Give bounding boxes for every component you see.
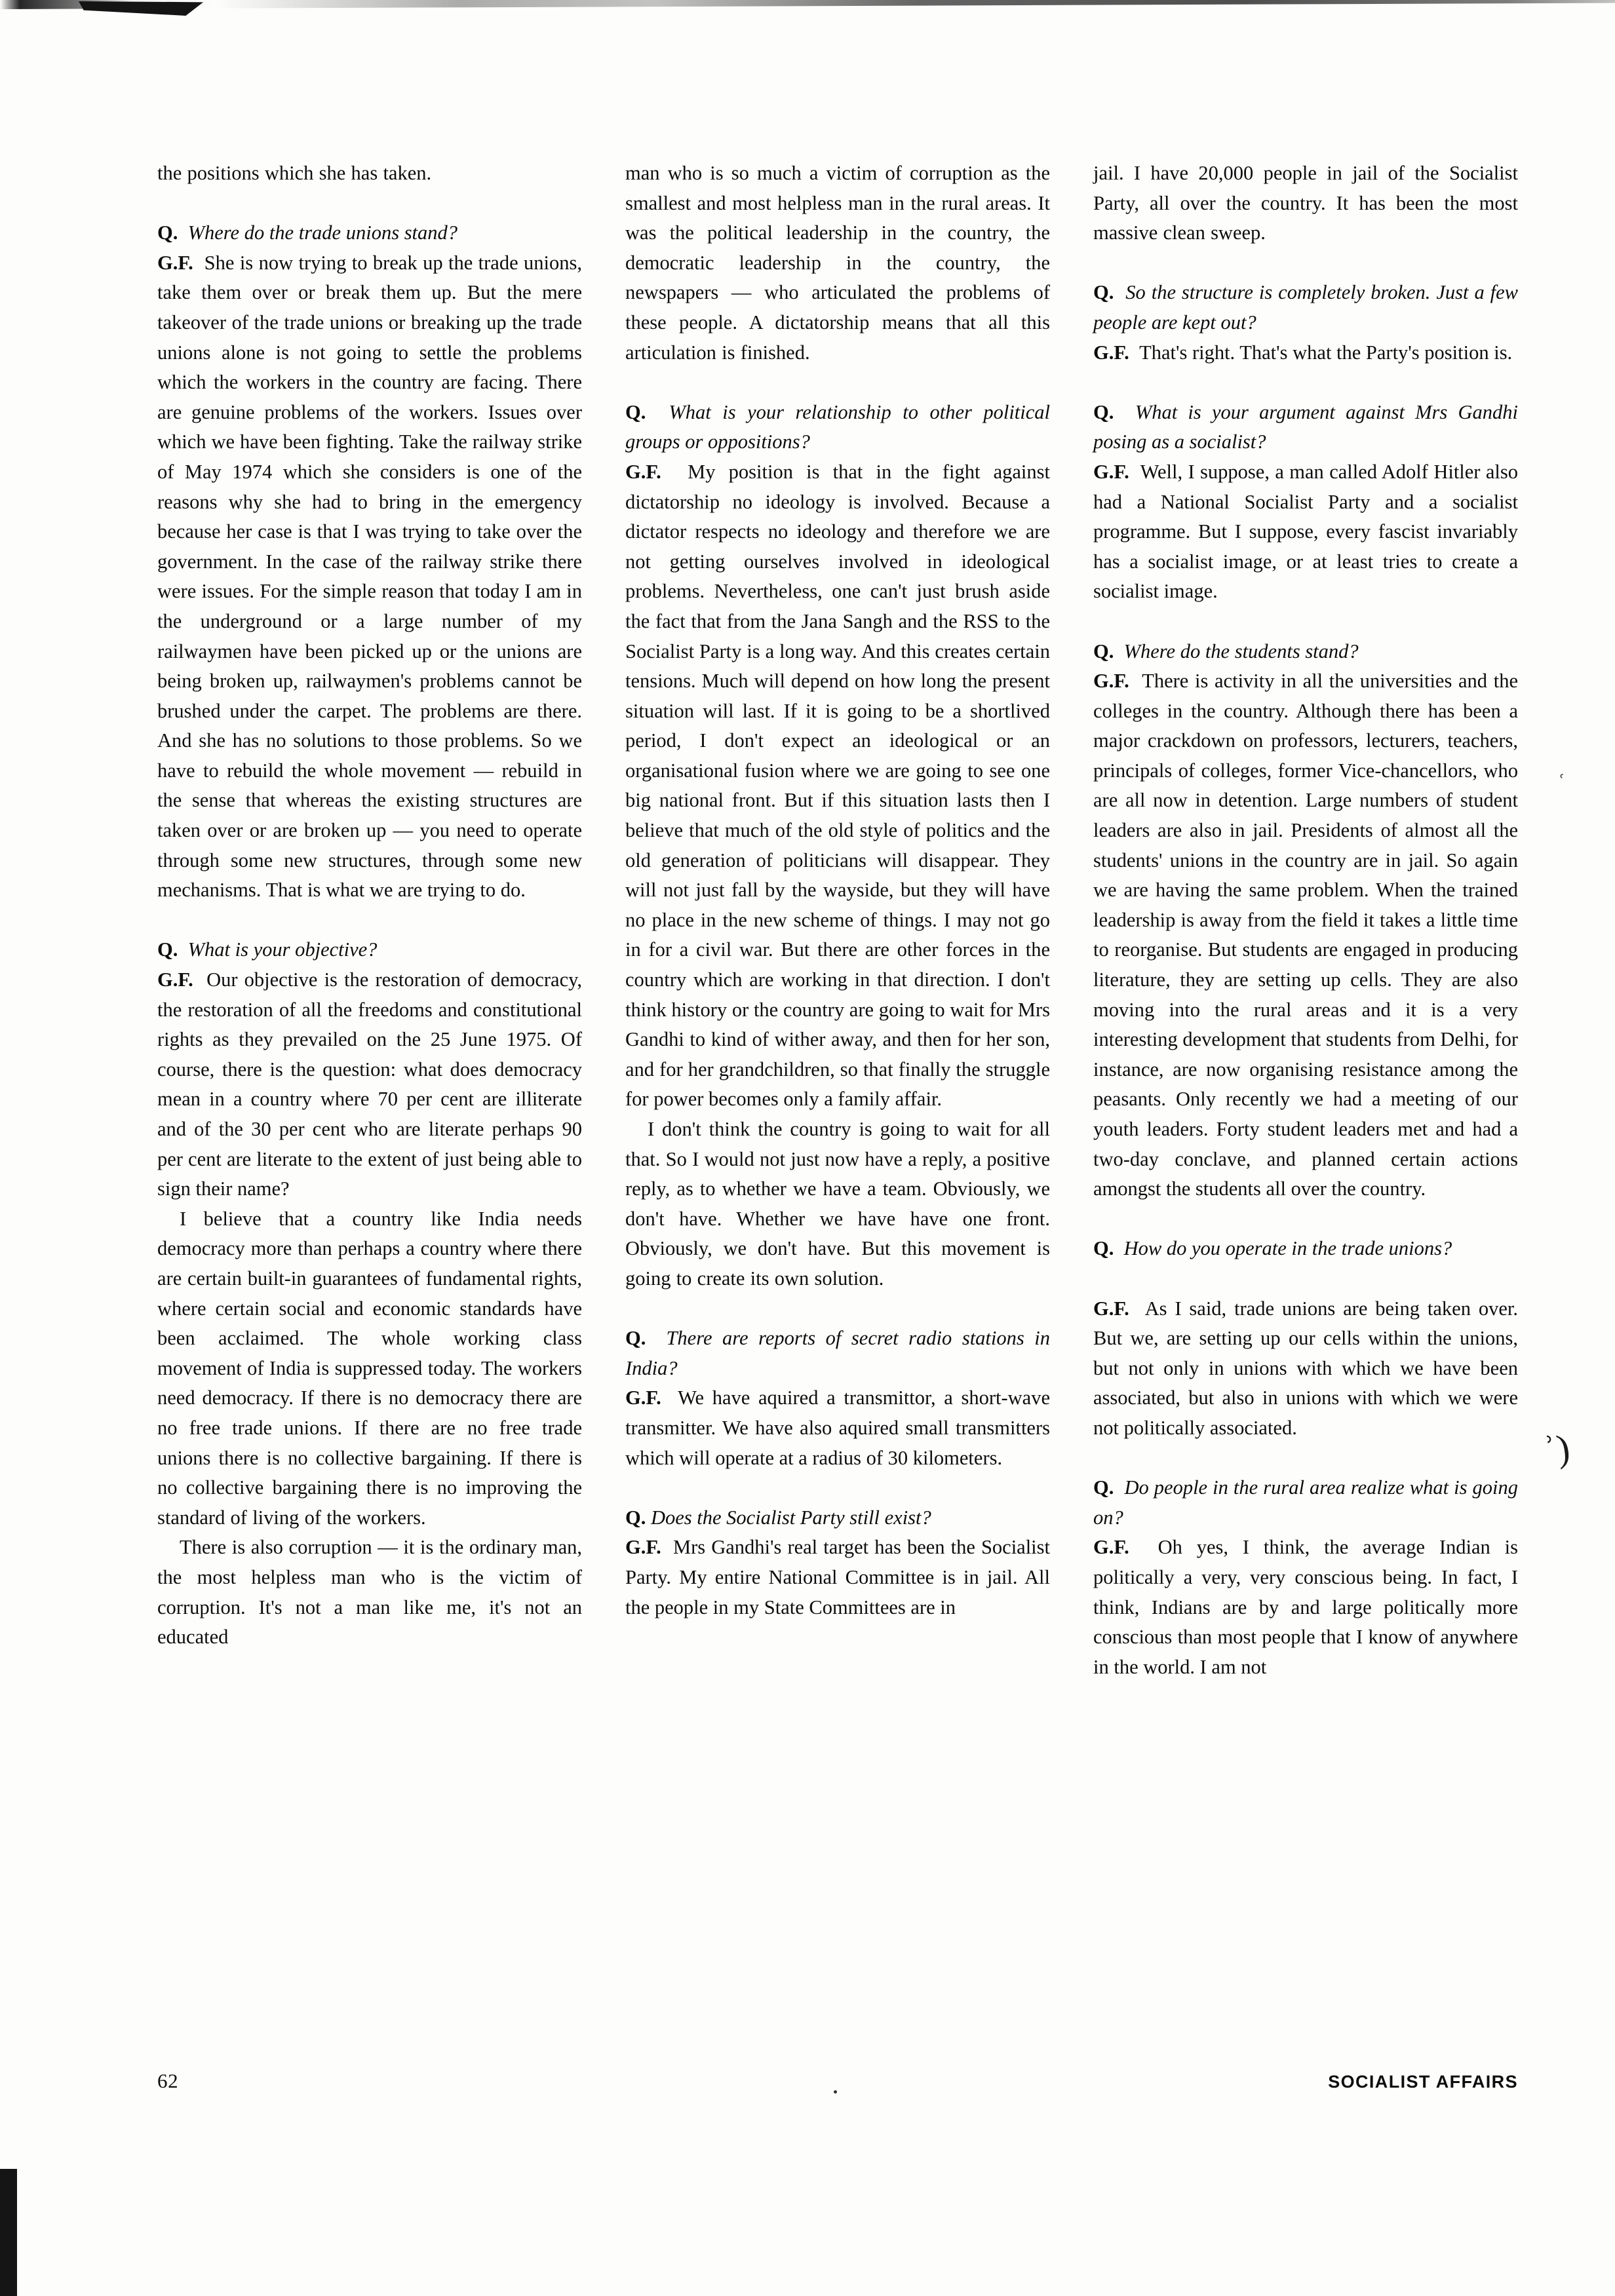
question-block — [1093, 1234, 1518, 1264]
paragraph: I believe that a country like India needs democracy more than perhaps a country where there are certain built-in guarantees of fundamental rights, where certain social and economic standards have been acclaimed. The whole working class movement of India is suppressed today. The workers need democracy. If there is no democracy there are no free trade unions. If there are no free trade unions there is no collective bargaining. If there is no collective bargaining there is no improving the standard of living of the workers. — [157, 1207, 582, 1529]
answer-text: Our objective is the restoration of democracy, the restoration of all the freedoms and constitutional rights as they prevailed on the 25 June 1975. Of course, there is the question: what does democracy mean in a country where 70 per cent are illiterate and of the 30 per cent who are literate perhaps 90 per cent are literate to the extent of just being able to sign their name? — [157, 968, 582, 1200]
answer-label: G.F. — [1093, 1297, 1129, 1320]
answer-text: There is activity in all the universities and the colleges in the country. Although there has been a major crackdown on professors, lecturers, teachers, principals of colleges, former Vice-chancellors, who are all now in detention. Large numbers of student leaders are also in jail. Presidents of almost all the students' unions in the country are in jail. So again we are having the same problem. When the trained leadership is away from the field it takes a little time to reorganise. But students are engaged in producing literature, they are setting up cells. They are also moving into the rural areas and it is a very interesting development that students from Delhi, for instance, are now organising resistance among the peasants. Only recently we had a meeting of our youth leaders. Forty student leaders met and had a two-day conclave, and planned certain actions amongst the students all over the country. — [1093, 670, 1518, 1200]
question-text: So the structure is completely broken. Just a few people are kept out? — [1093, 281, 1519, 334]
block-spacer — [1093, 1204, 1518, 1234]
running-head: SOCIALIST AFFAIRS — [1328, 2072, 1518, 2092]
question-block — [625, 1503, 1050, 1533]
answer-label: G.F. — [625, 460, 661, 483]
answer-label: G.F. — [1093, 341, 1129, 364]
answer-text: My position is that in the fight against dictatorship no ideology is involved. Because a dictator respects no ideology and therefore we are not getting ourselves involved in ideological problems. Nevertheless, one can't just brush aside the fact that from the Jana Sangh and the RSS to the Socialist Party is a long way. And this creates certain tensions. Much will depend on how long the present situation will last. If it is going to be a shortlived period, I don't expect an ideological or an organisational fusion where we are going to see one big national front. But if this situation lasts then I believe that much of the old style of politics and the old generation of politicians will disappear. They will not just fall by the wayside, but they will have no place in the new scheme of things. I may not go in for a civil war. But there are other forces in the country which are working in that direction. I don't think history or the country are going to wait for Mrs Gandhi to kind of wither away, and then for her son, and for her grandchildren, so that finally the struggle for power becomes only a family affair. — [625, 460, 1050, 1111]
answer-text: Mrs Gandhi's real target has been the Socialist Party. My entire National Committee is in jail. All the people in my State Committees are in — [625, 1536, 1050, 1618]
block-spacer — [157, 189, 582, 219]
block-spacer — [1093, 1264, 1518, 1294]
block-spacer — [625, 368, 1050, 398]
question-block — [1093, 637, 1518, 667]
answer-text: We have aquired a transmittor, a short-wave transmitter. We have also aquired small transmitters which will operate at a radius of 30 kilometers. — [625, 1387, 1050, 1469]
answer-block — [157, 965, 582, 1204]
answer-block — [625, 457, 1050, 1115]
answer-text: That's right. That's what the Party's position is. — [1139, 341, 1513, 364]
answer-text: As I said, trade unions are being taken over. But we, are setting up our cells within the unions, but not only in unions with which we have been associated, but also in unions with which we were not politically associated. — [1093, 1297, 1518, 1439]
scan-edge-artifact-bottom-left — [0, 2169, 17, 2296]
question-label: Q. — [1093, 640, 1114, 662]
question-label: Q. — [157, 221, 178, 244]
answer-block — [157, 248, 582, 906]
margin-ink-mark-upper: ʿ — [1553, 770, 1566, 795]
page-footer — [157, 2069, 1518, 2093]
answer-block — [625, 1383, 1050, 1473]
paragraph: There is also corruption — it is the ordinary man, the most helpless man who is the victim of corruption. It's not a man like me, it's not an educated — [157, 1536, 582, 1649]
question-label: Q. — [1093, 1476, 1114, 1499]
margin-ink-mark-lower: ʾ) — [1541, 1426, 1572, 1472]
block-spacer — [1093, 248, 1518, 278]
block-spacer — [625, 1473, 1050, 1503]
scan-edge-artifact-top — [0, 0, 1615, 9]
question-block — [157, 218, 582, 248]
question-text: There are reports of secret radio stations in India? — [625, 1327, 1051, 1379]
question-text: Where do the trade unions stand? — [187, 221, 458, 244]
answer-text: She is now trying to break up the trade unions, take them over or break them up. But the mere takeover of the trade unions or breaking up the trade unions alone is not going to settle the problems which the workers in the country are facing. There are genuine problems of the workers. Issues over which we have been fighting. Take the railway strike of May 1974 which she considers is one of the reasons why she had to bring in the emergency because her case is that I was trying to take over the government. In the case of the railway strike there were issues. For the simple reason that today I am in the underground or a large number of my railwaymen have been picked up or the unions are being broken up, railwaymen's problems cannot be brushed under the carpet. The problems are there. And she has no solutions to those problems. So we have to rebuild the whole movement — rebuild in the sense that whereas the existing structures are taken over or are broken up — you need to operate through some new structures, through some new mechanisms. That is what we are trying to do. — [157, 251, 583, 902]
question-text: What is your relationship to other political groups or oppositions? — [625, 400, 1051, 453]
question-block — [1093, 1473, 1518, 1533]
answer-text: Well, I suppose, a man called Adolf Hitler also had a National Socialist Party and a socialist programme. But I suppose, every fascist invariably has a socialist image, or at least tries to create a socialist image. — [1093, 460, 1518, 603]
answer-label: G.F. — [157, 251, 193, 274]
question-text: Where do the students stand? — [1123, 640, 1359, 662]
page-number: 62 — [157, 2069, 179, 2092]
block-spacer — [157, 906, 582, 936]
answer-label: G.F. — [1093, 460, 1129, 483]
answer-block — [1093, 1533, 1518, 1682]
question-text: Does the Socialist Party still exist? — [650, 1506, 931, 1529]
article-columns — [157, 159, 1518, 1682]
answer-block — [625, 1533, 1050, 1622]
question-label: Q. — [157, 938, 178, 961]
answer-label: G.F. — [625, 1536, 661, 1559]
question-block — [625, 398, 1050, 457]
paragraph: I don't think the country is going to wait for all that. So I would not just now have a reply, a positive reply, as to whether we have a team. Obviously, we don't have. Whether we have have one front. Obviously, we don't have. But this movement is going to create its own solution. — [625, 1118, 1050, 1290]
question-label: Q. — [625, 1506, 646, 1529]
text-column-2 — [625, 159, 1050, 1682]
answer-label: G.F. — [625, 1387, 661, 1409]
question-text: Do people in the rural area realize what is going on? — [1093, 1476, 1519, 1529]
block-spacer — [1093, 607, 1518, 637]
question-label: Q. — [1093, 400, 1114, 423]
answer-label: G.F. — [157, 968, 193, 991]
answer-block — [1093, 338, 1518, 368]
text-column-3 — [1093, 159, 1518, 1682]
question-label: Q. — [1093, 281, 1114, 304]
question-text: What is your objective? — [187, 938, 378, 961]
question-block — [157, 935, 582, 965]
scan-edge-artifact-top-blob — [79, 1, 203, 16]
block-spacer — [625, 1294, 1050, 1324]
text-column-1 — [157, 159, 582, 1682]
block-spacer — [1093, 368, 1518, 398]
question-label: Q. — [1093, 1237, 1114, 1260]
paragraph-continuation: jail. I have 20,000 people in jail of the Socialist Party, all over the country. It has been the most massive clean sweep. — [1093, 162, 1518, 244]
question-block — [1093, 398, 1518, 457]
answer-label: G.F. — [1093, 1536, 1129, 1559]
answer-text: Oh yes, I think, the average Indian is politically a very, very conscious being. In fact, I think, Indians are by and large politically more conscious than most people that I know of anywhere in the world. I am not — [1093, 1536, 1519, 1678]
answer-block — [1093, 1294, 1518, 1444]
paragraph-continuation: man who is so much a victim of corruption as the smallest and most helpless man in the rural areas. It was the political leadership in the country, the democratic leadership in the country, the newspapers — who articulated the problems of these people. A dictatorship means that all this articulation is finished. — [625, 162, 1050, 364]
block-spacer — [1093, 1444, 1518, 1474]
question-block — [1093, 278, 1518, 337]
question-text: How do you operate in the trade unions? — [1123, 1237, 1452, 1260]
question-label: Q. — [625, 1327, 646, 1350]
answer-block — [1093, 666, 1518, 1204]
paragraph-continuation: the positions which she has taken. — [157, 162, 432, 184]
question-label: Q. — [625, 400, 646, 423]
answer-label: G.F. — [1093, 670, 1129, 693]
answer-block — [1093, 457, 1518, 607]
question-text: What is your argument against Mrs Gandhi posing as a socialist? — [1093, 400, 1519, 453]
question-block — [625, 1324, 1050, 1383]
